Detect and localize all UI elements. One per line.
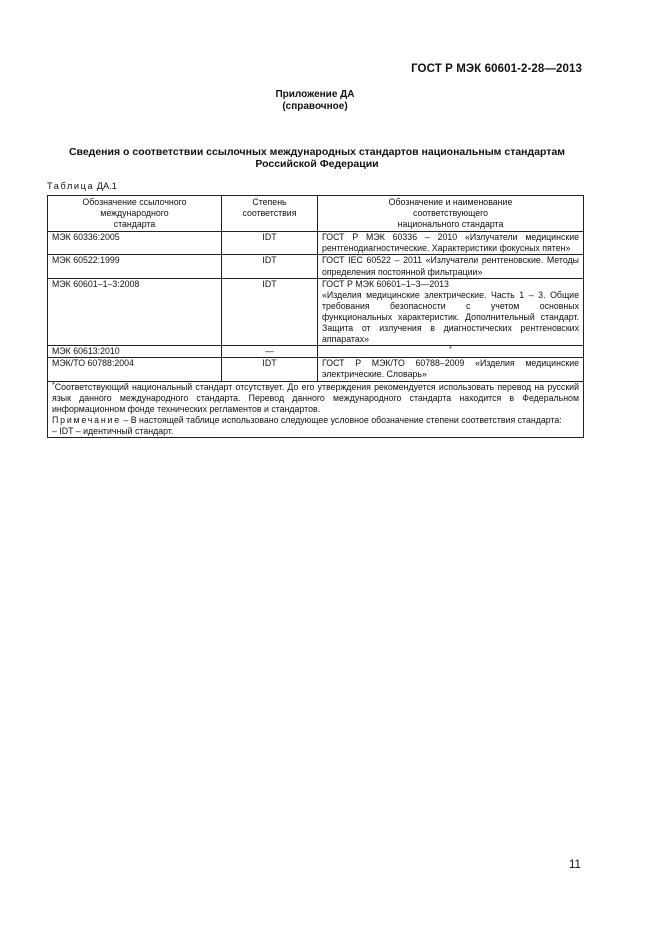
degree-cell: IDT bbox=[222, 232, 318, 255]
degree-cell: IDT bbox=[222, 358, 318, 381]
annex-title: Приложение ДА bbox=[275, 89, 355, 100]
annex-header bbox=[0, 89, 630, 113]
table-header-row bbox=[48, 196, 584, 232]
table-footnote bbox=[48, 381, 584, 437]
header-degree bbox=[222, 196, 318, 232]
degree-cell: IDT bbox=[222, 278, 318, 346]
national-standard-cell: ГОСТ Р МЭК 60336 – 2010 «Излучатели медицинские рентгенодиагностические. Характеристики фокусных пятен» bbox=[318, 232, 584, 255]
national-standard-name: «Изделия медицинские электрические. Часть 1 – 3. Общие требования безопасности с учетом основных функциональных характеристик. Дополнительный стандарт. Защита от излучения в диагностических рентгеновских аппаратах» bbox=[322, 289, 579, 345]
annex-subtitle: (справочное) bbox=[282, 101, 348, 112]
table-row bbox=[48, 232, 584, 255]
table-footnote-row bbox=[48, 381, 584, 437]
heading-line-2: Российской Федерации bbox=[255, 158, 379, 170]
header-national-line: национального стандарта bbox=[397, 219, 504, 230]
page-number: 11 bbox=[569, 859, 581, 871]
header-national-line: Обозначение и наименование bbox=[388, 197, 513, 207]
footnote-text-block bbox=[52, 382, 579, 415]
footnote-asterisk: * bbox=[52, 381, 55, 389]
ref-standard-cell: МЭК 60336:2005 bbox=[48, 232, 222, 255]
table-caption bbox=[47, 181, 117, 191]
ref-standard-cell: МЭК 60522:1999 bbox=[48, 255, 222, 278]
heading-line-1: Сведения о соответствии ссылочных международных стандартов национальным стандартам bbox=[68, 146, 566, 158]
note-item: – IDT – идентичный стандарт. bbox=[52, 425, 174, 436]
national-standard-title: ГОСТ Р МЭК 60601–1–3—2013 bbox=[322, 278, 449, 289]
note-text: – В настоящей таблице использовано следующее условное обозначение степени соответствия стандарта: bbox=[120, 414, 562, 425]
ref-standard-cell: МЭК/ТО 60788:2004 bbox=[48, 358, 222, 381]
header-degree-line: соответствия bbox=[242, 208, 297, 219]
ref-standard-cell: МЭК 60601–1–3:2008 bbox=[48, 278, 222, 346]
table-row bbox=[48, 278, 584, 346]
header-national-line: соответствующего bbox=[412, 208, 489, 219]
correspondence-table bbox=[47, 195, 584, 438]
table-row bbox=[48, 358, 584, 381]
header-ref-line: стандарта bbox=[113, 219, 156, 230]
header-ref-line: международного bbox=[100, 208, 169, 219]
footnote-text: Соответствующий национальный стандарт отсутствует. До его утверждения рекомендуется использовать перевод на русский язык данного международного стандарта. Перевод данного международного стандарта находится в Федеральном информационном фонде технических регламентов и стандартов. bbox=[52, 381, 579, 414]
national-standard-cell bbox=[318, 278, 584, 346]
document-code: ГОСТ Р МЭК 60601-2-28—2013 bbox=[411, 63, 582, 75]
ref-standard-cell: МЭК 60613:2010 bbox=[48, 346, 222, 358]
header-national-standard bbox=[318, 196, 584, 232]
header-ref-standard bbox=[48, 196, 222, 232]
header-ref-line: Обозначение ссылочного bbox=[82, 197, 187, 207]
note-label: Примечание bbox=[52, 414, 121, 425]
table-row bbox=[48, 255, 584, 278]
national-standard-cell bbox=[318, 346, 584, 358]
section-heading bbox=[49, 146, 585, 170]
degree-cell: IDT bbox=[222, 255, 318, 278]
header-degree-line: Степень bbox=[252, 197, 287, 207]
footnote-mark: * bbox=[449, 346, 452, 354]
table-caption-number: ДА.1 bbox=[96, 181, 117, 191]
note-block bbox=[52, 415, 579, 426]
table-caption-word: Таблица bbox=[47, 181, 95, 191]
national-standard-cell: ГОСТ IEC 60522 – 2011 «Излучатели рентгеновские. Методы определения постоянной фильтрации» bbox=[318, 255, 584, 278]
table-row bbox=[48, 346, 584, 358]
degree-cell: — bbox=[222, 346, 318, 358]
national-standard-cell: ГОСТ Р МЭК/ТО 60788–2009 «Изделия медицинские электрические. Словарь» bbox=[318, 358, 584, 381]
